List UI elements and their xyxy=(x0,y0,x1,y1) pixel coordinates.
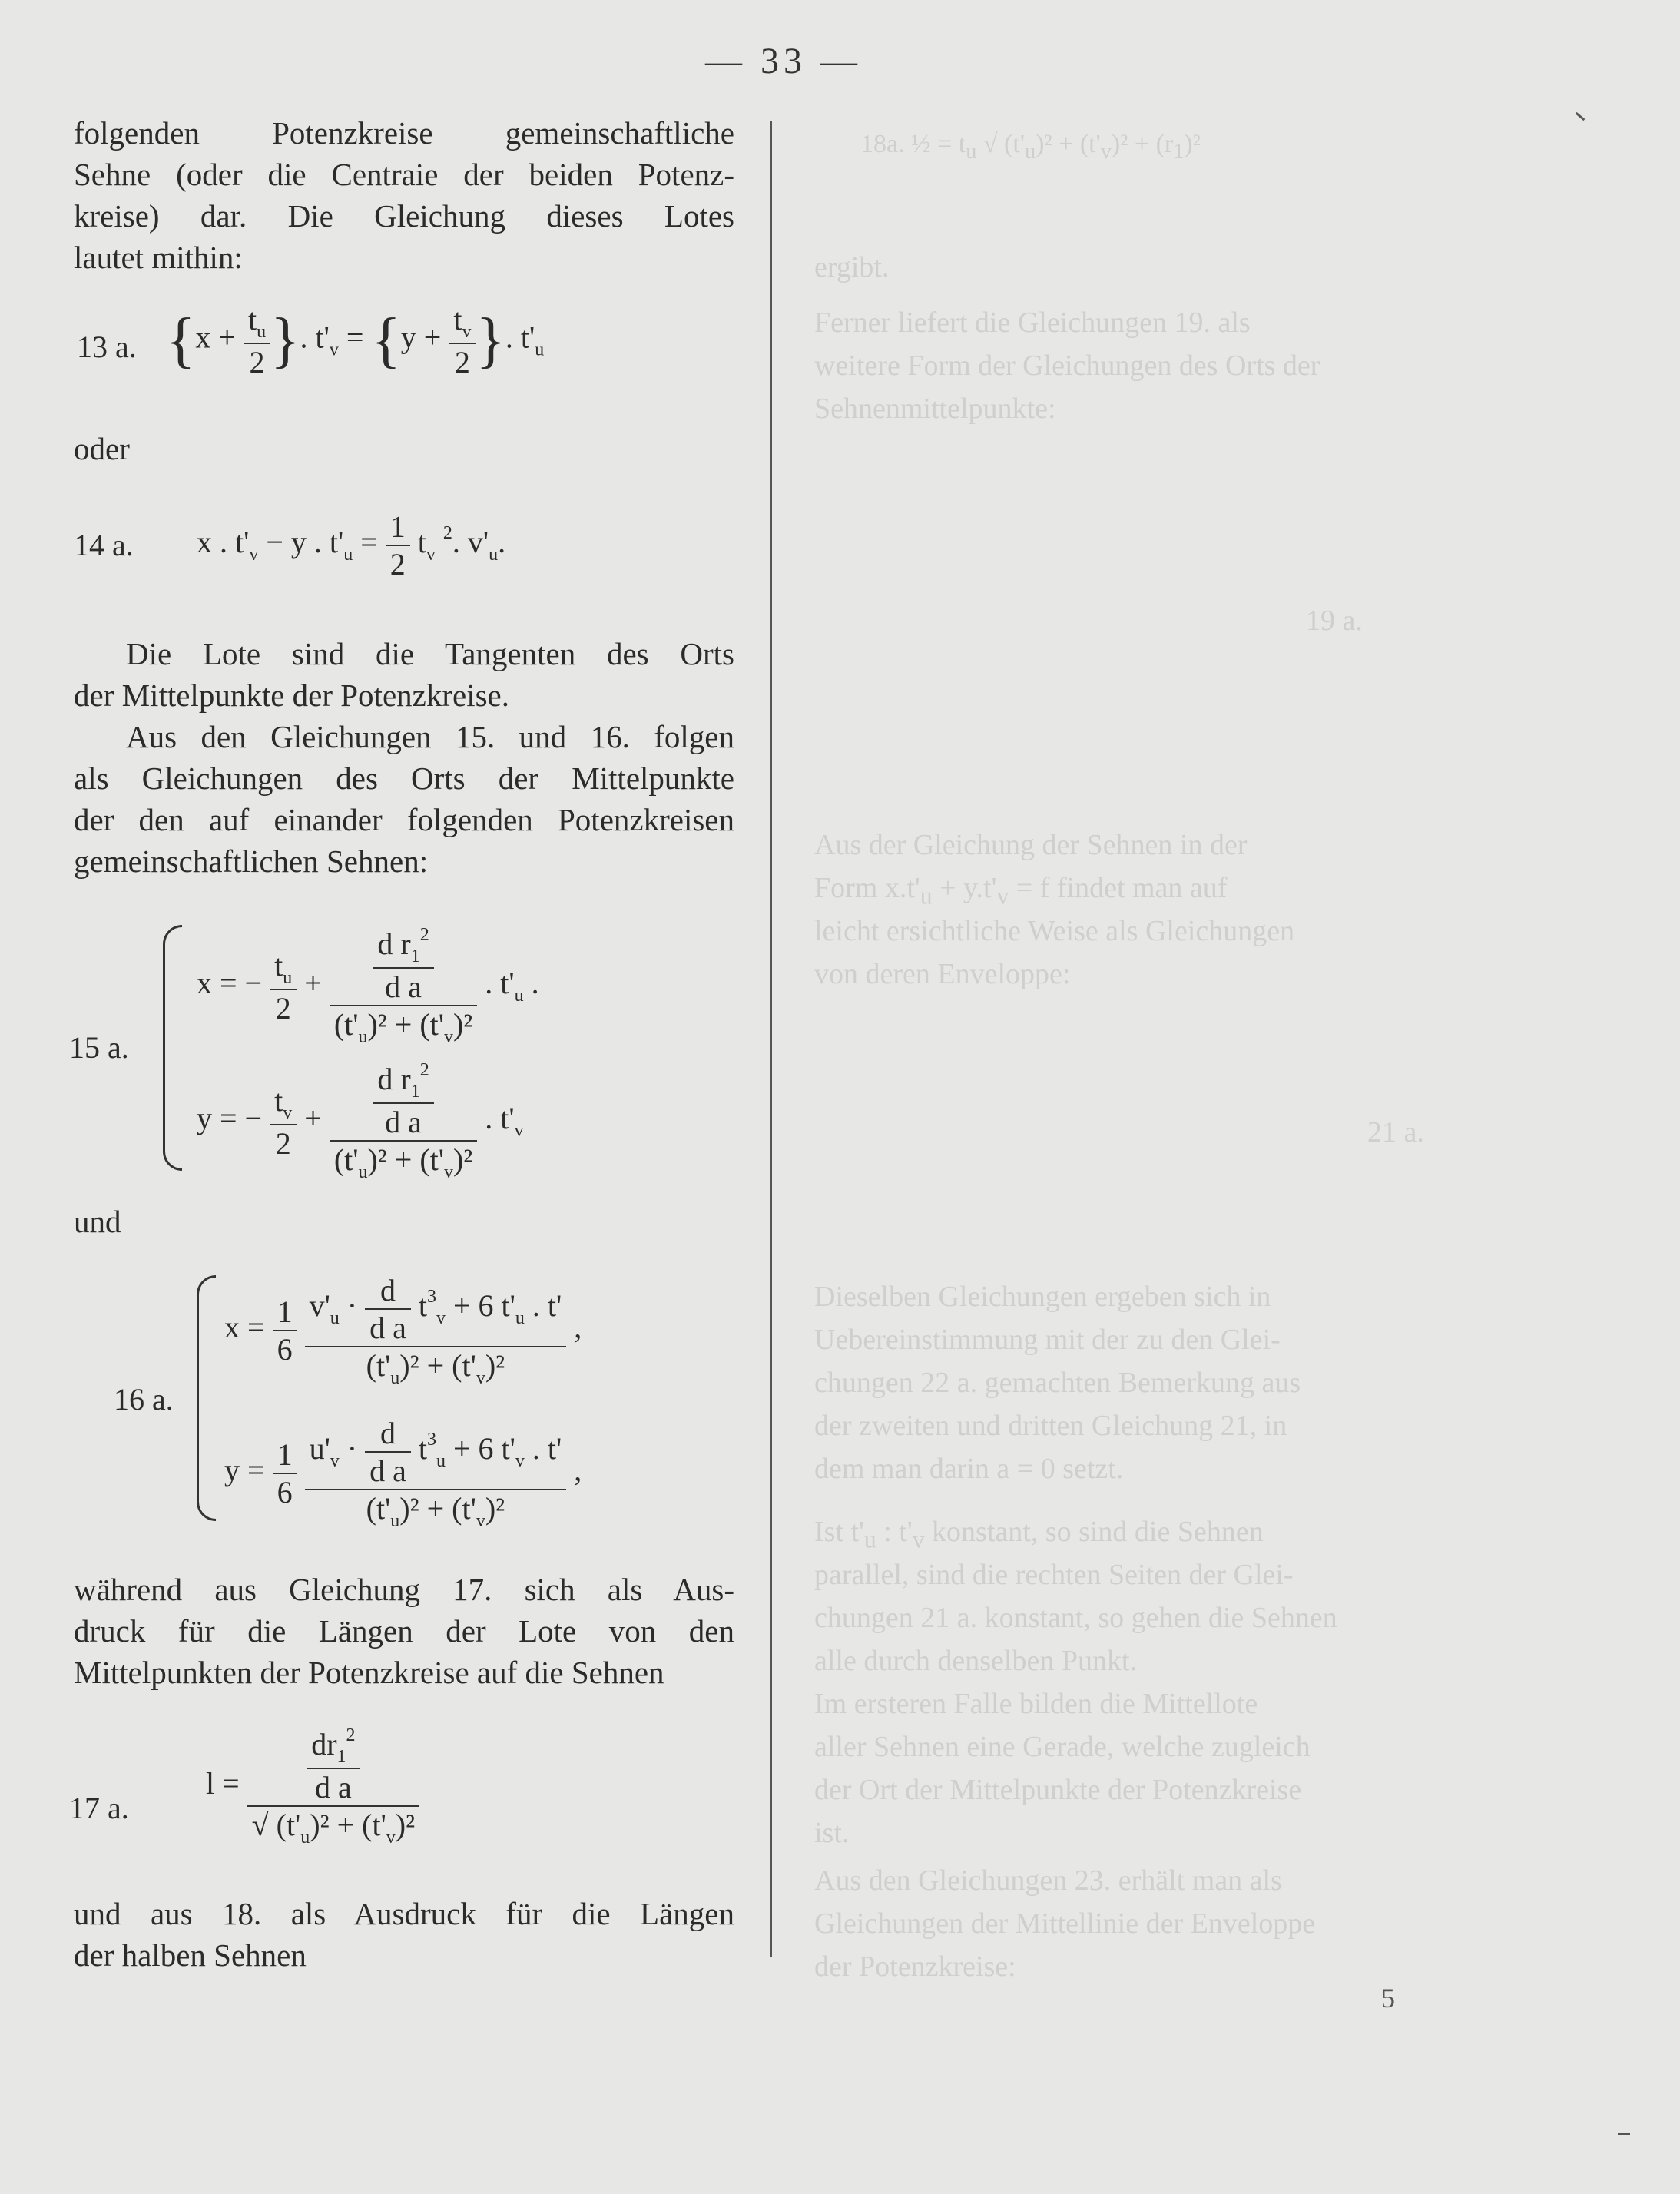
equation-15a-y: y = − $\frac{t_v}{2}$ + $\frac{\frac{d r_1^2}{\text{d a}}}{(t'_u)^2 + (t'_v)^2}$ . $t'_v$ xyxy=(197,1060,524,1182)
text-line: lautet mithin: xyxy=(74,240,243,275)
text-line: Die Lote sind die Tangenten des Orts xyxy=(126,636,734,671)
bleed-through-equation: 18a. ½ = $t_u$ √ $(t'_u)^2 + (t'_v)^2 + (r_1)^2$ xyxy=(860,130,1201,164)
bleed-through-text: Aus den Gleichungen 23. erhält man als xyxy=(814,1864,1282,1897)
bleed-through-text: Uebereinstimmung mit der zu den Glei- xyxy=(814,1324,1281,1356)
bleed-through-text: ergibt. xyxy=(814,251,890,283)
bleed-through-text: Gleichungen der Mittellinie der Enveloppe xyxy=(814,1907,1316,1940)
connector-word: und xyxy=(74,1204,121,1239)
bleed-through-text: Im ersteren Falle bilden die Mittellote xyxy=(814,1688,1258,1720)
text-line: der halben Sehnen xyxy=(74,1937,307,1973)
edge-mark xyxy=(1618,2133,1630,2135)
bleed-through-text: leicht ersichtliche Weise als Gleichungen xyxy=(814,915,1295,947)
text-line: gemeinschaftlichen Sehnen: xyxy=(74,843,429,879)
waehrend-paragraph xyxy=(74,1569,734,1693)
column-divider xyxy=(770,121,772,1957)
bleed-through-text: chungen 21 a. konstant, so gehen die Sehnen xyxy=(814,1602,1337,1634)
bleed-through-text: Ist $t'_u$ : $t'_v$ konstant, so sind die Sehnen xyxy=(814,1516,1264,1553)
equation-16a-x: x = $\frac{1}{6}$ $v'_u$ · $\frac{d}{\text{d a}}$ $t^3_v + 6$ $t'_u$ . t' $(t'_u)^2 + (t'_v)^2$ , xyxy=(224,1273,582,1388)
bleed-through-text: Dieselben Gleichungen ergeben sich in xyxy=(814,1281,1271,1313)
bleed-through-text: Aus der Gleichung der Sehnen in der xyxy=(814,829,1248,861)
bleed-through-text: weitere Form der Gleichungen des Orts der xyxy=(814,350,1320,382)
signature-mark: 5 xyxy=(1381,1983,1395,2013)
bleed-through-text: alle durch denselben Punkt. xyxy=(814,1645,1138,1677)
bleed-through-label: 19 a. xyxy=(1306,605,1363,637)
bleed-through-text: Form $x.t'_u + y.t'_v = f$ findet man auf xyxy=(814,872,1228,910)
bleed-through-text: Ferner liefert die Gleichungen 19. als xyxy=(814,307,1251,339)
edge-mark xyxy=(1576,112,1586,121)
equation-15a-x: x = − $\frac{t_u}{2}$ + $\frac{\frac{d r_1^2}{\text{d a}}}{(t'_u)^2 + (t'_v)^2}$ . $t'_u$ . xyxy=(197,925,539,1047)
bleed-through-text: parallel, sind die rechten Seiten der Glei- xyxy=(814,1559,1294,1591)
intro-paragraph xyxy=(74,112,734,278)
final-paragraph xyxy=(74,1893,734,1976)
equation-label: 17 a. xyxy=(69,1791,129,1825)
text-line: der Mittelpunkte der Potenzkreise. xyxy=(74,678,509,713)
connector-word: oder xyxy=(74,431,130,466)
bleed-through-text: der Ort der Mittelpunkte der Potenzkreise xyxy=(814,1774,1302,1806)
bleed-through-text: Sehnenmittelpunkte: xyxy=(814,393,1056,425)
text-line: Mittelpunkten der Potenzkreise auf die Sehnen xyxy=(74,1655,664,1690)
text-line: kreise) dar. Die Gleichung dieses Lotes xyxy=(74,198,734,234)
aus-paragraph xyxy=(74,716,734,882)
lote-paragraph xyxy=(74,633,734,716)
text-line: während aus Gleichung 17. sich als Aus- xyxy=(74,1572,734,1607)
text-line: der den auf einander folgenden Potenzkreisen xyxy=(74,802,734,837)
bleed-through-label: 21 a. xyxy=(1367,1116,1424,1148)
equation-14a: x . $t'_v - y$ . $t'_u$ = $\frac{1}{2}$ $t_v$ $^2$. $v'_u$. xyxy=(197,509,506,582)
bleed-through-text: dem man darin a = 0 setzt. xyxy=(814,1453,1124,1485)
equation-label: 13 a. xyxy=(77,330,137,364)
equation-16a-y: y = $\frac{1}{6}$ $u'_v$ · $\frac{d}{\text{d a}}$ $t^3_u + 6$ $t'_v$ . t' $(t'_u)^2 + (t'_v)^2$ , xyxy=(224,1416,582,1531)
bleed-through-text: ist. xyxy=(814,1817,850,1849)
equation-17a: l = $\frac{\frac{dr_1^2}{\text{d a}}}{√ (t'_u)^2 + (t'_v)^2}$ xyxy=(206,1725,419,1848)
text-line: Aus den Gleichungen 15. und 16. folgen xyxy=(126,719,734,754)
equation-label: 15 a. xyxy=(69,1030,129,1065)
equation-label: 16 a. xyxy=(114,1382,174,1417)
text-line: Sehne (oder die Centraie der beiden Potenz- xyxy=(74,157,734,192)
text-line: als Gleichungen des Orts der Mittelpunkte xyxy=(74,761,734,796)
equation-brace xyxy=(163,925,182,1171)
equation-brace xyxy=(197,1275,216,1521)
bleed-through-text: von deren Enveloppe: xyxy=(814,958,1071,990)
bleed-through-text: chungen 22 a. gemachten Bemerkung aus xyxy=(814,1367,1301,1399)
equation-13a: {x + $\frac{t_u}{2}$ }. $t'_v = \{y$ + $\frac{t_v}{2}$ }. $t'_u$ xyxy=(166,302,545,379)
bleed-through-text: der zweiten und dritten Gleichung 21, in xyxy=(814,1410,1287,1442)
bleed-through-text: der Potenzkreise: xyxy=(814,1950,1016,1983)
text-line: druck für die Längen der Lote von den xyxy=(74,1613,734,1649)
page-number: — 33 — xyxy=(705,41,862,81)
text-line: und aus 18. als Ausdruck für die Längen xyxy=(74,1896,734,1931)
equation-label: 14 a. xyxy=(74,528,134,562)
bleed-through-text: aller Sehnen eine Gerade, welche zugleich xyxy=(814,1731,1311,1763)
text-line: folgenden Potenzkreise gemeinschaftliche xyxy=(74,115,734,151)
